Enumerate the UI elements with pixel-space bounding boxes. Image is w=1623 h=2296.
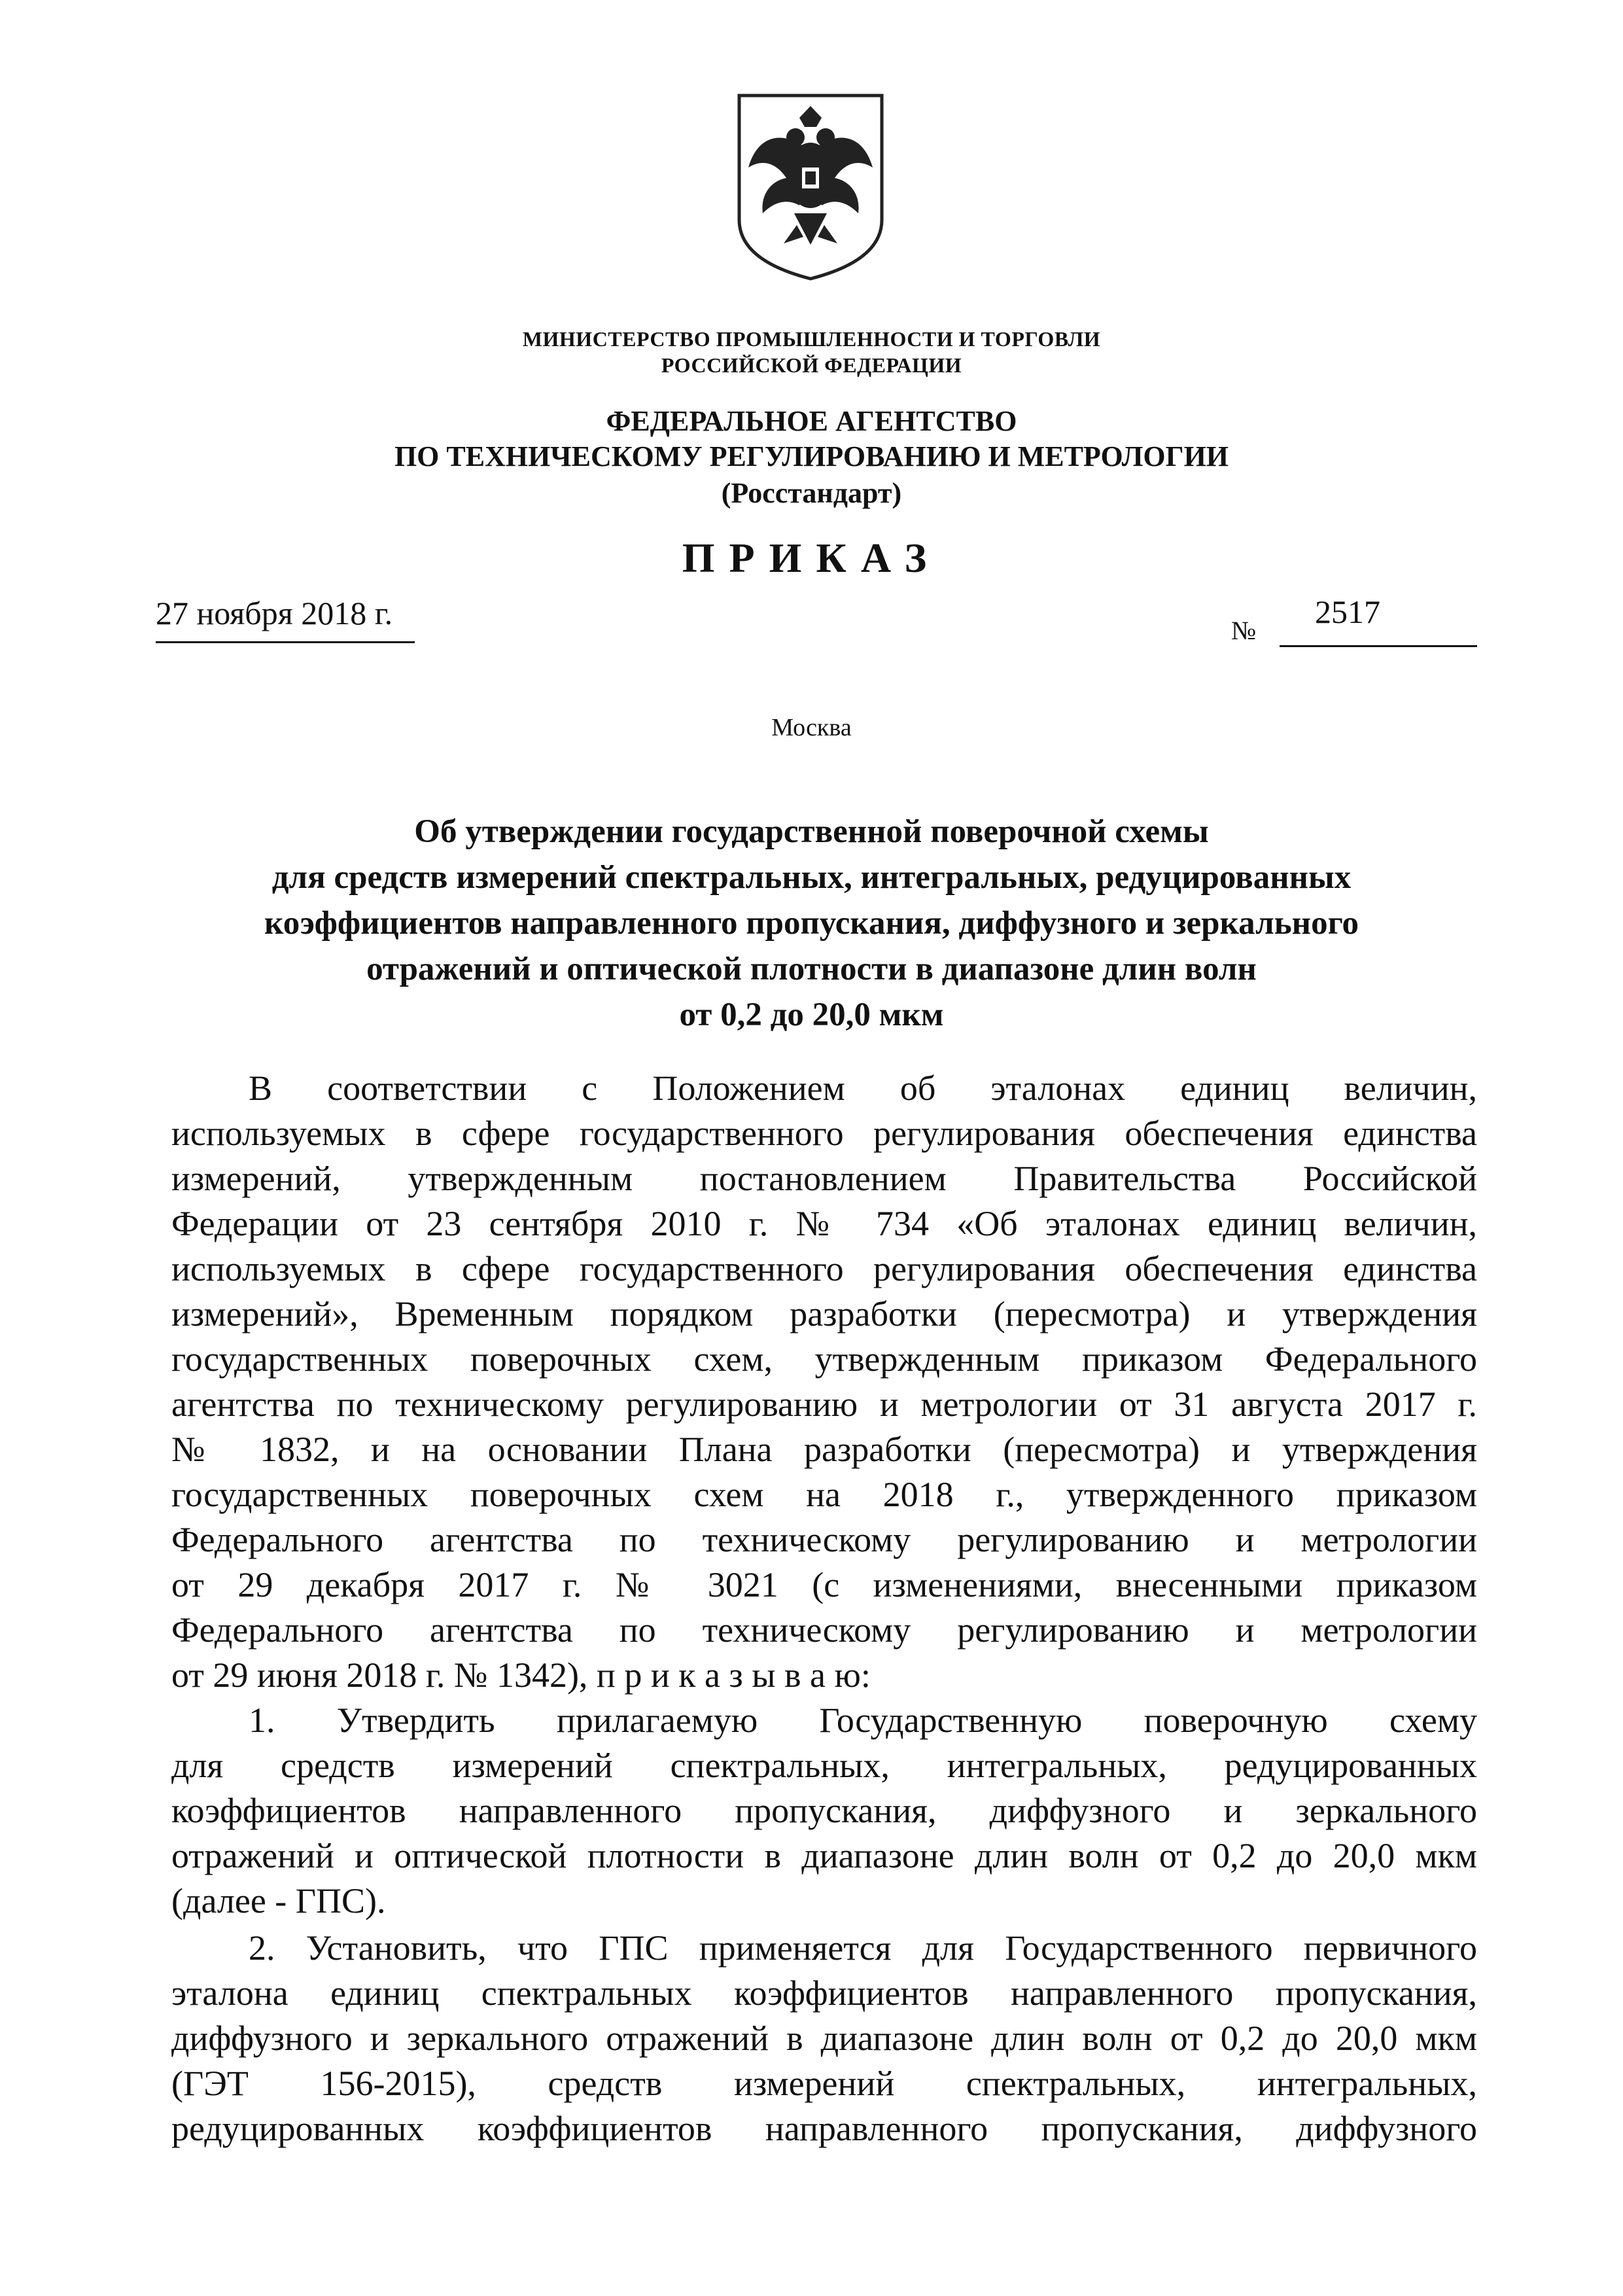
body-text-line: 1. Утвердить прилагаемую Государственную поверочную схему: [249, 1701, 1477, 1740]
agency-name-line2: ПО ТЕХНИЧЕСКОМУ РЕГУЛИРОВАНИЮ И МЕТРОЛОГИИ: [394, 440, 1229, 472]
number-sign: №: [1231, 616, 1257, 645]
order-number: 2517: [1315, 593, 1380, 630]
ministry-name-line2: РОССИЙСКОЙ ФЕДЕРАЦИИ: [661, 353, 962, 377]
document-type-title: ПРИКАЗ: [682, 535, 941, 581]
body-text-line: редуцированных коэффициентов направленного пропускания, диффузного: [171, 2109, 1477, 2148]
body-text-line: Федерального агентства по техническому регулированию и метрологии: [171, 1520, 1477, 1559]
body-text-line: коэффициентов направленного пропускания, диффузного и зеркального: [171, 1791, 1477, 1830]
order-date: 27 ноября 2018 г.: [156, 595, 393, 631]
document-title-line: коэффициентов направленного пропускания, диффузного и зеркального: [264, 905, 1359, 942]
document-title-line: отражений и оптической плотности в диапазоне длин волн: [366, 951, 1257, 987]
agency-name-line1: ФЕДЕРАЛЬНОЕ АГЕНТСТВО: [606, 405, 1017, 437]
body-text-line: используемых в сфере государственного регулирования обеспечения единства: [171, 1114, 1477, 1153]
body-text-line: измерений», Временным порядком разработки (пересмотра) и утверждения: [171, 1294, 1477, 1333]
number-underline: [1280, 645, 1477, 647]
body-text-line: (ГЭТ 156-2015), средств измерений спектральных, интегральных,: [171, 2064, 1477, 2103]
document-title-line: от 0,2 до 20,0 мкм: [679, 997, 944, 1033]
body-text-line: от 29 июня 2018 г. № 1342), п р и к а з ы в а ю:: [171, 1655, 871, 1695]
city: Москва: [771, 714, 852, 741]
body-text-line: № 1832, и на основании Плана разработки (пересмотра) и утверждения: [171, 1430, 1477, 1469]
body-text-line: Федерации от 23 сентября 2010 г. № 734 «Об эталонах единиц величин,: [171, 1204, 1477, 1243]
body-text-line: отражений и оптической плотности в диапазоне длин волн от 0,2 до 20,0 мкм: [171, 1836, 1477, 1875]
body-text-line: государственных поверочных схем, утвержденным приказом Федерального: [171, 1339, 1477, 1379]
body-text-line: (далее - ГПС).: [171, 1881, 386, 1920]
body-text-line: агентства по техническому регулированию и метрологии от 31 августа 2017 г.: [171, 1385, 1477, 1424]
body-text-line: В соответствии с Положением об эталонах единиц величин,: [249, 1069, 1477, 1108]
document-title-line: Об утверждении государственной поверочной схемы: [414, 813, 1209, 850]
document-title-line: для средств измерений спектральных, интегральных, редуцированных: [271, 859, 1352, 896]
body-text-line: диффузного и зеркального отражений в диапазоне длин волн от 0,2 до 20,0 мкм: [171, 2019, 1477, 2058]
body-text-line: эталона единиц спектральных коэффициентов направленного пропускания,: [171, 1973, 1477, 2013]
ministry-name-line1: МИНИСТЕРСТВО ПРОМЫШЛЕННОСТИ И ТОРГОВЛИ: [522, 327, 1101, 351]
date-underline: [156, 641, 415, 643]
body-text-line: для средств измерений спектральных, интегральных, редуцированных: [171, 1746, 1477, 1785]
body-text-line: 2. Установить, что ГПС применяется для Государственного первичного: [249, 1928, 1477, 1968]
agency-short-name: (Росстандарт): [721, 477, 902, 509]
body-text-line: используемых в сфере государственного регулирования обеспечения единства: [171, 1249, 1477, 1288]
body-text-line: измерений, утвержденным постановлением Правительства Российской: [171, 1159, 1477, 1198]
russian-coat-of-arms-icon: [731, 89, 890, 285]
body-text-line: Федерального агентства по техническому регулированию и метрологии: [171, 1610, 1477, 1650]
body-text-line: от 29 декабря 2017 г. № 3021 (с изменениями, внесенными приказом: [171, 1565, 1477, 1604]
body-text-line: государственных поверочных схем на 2018 г., утвержденного приказом: [171, 1475, 1477, 1514]
